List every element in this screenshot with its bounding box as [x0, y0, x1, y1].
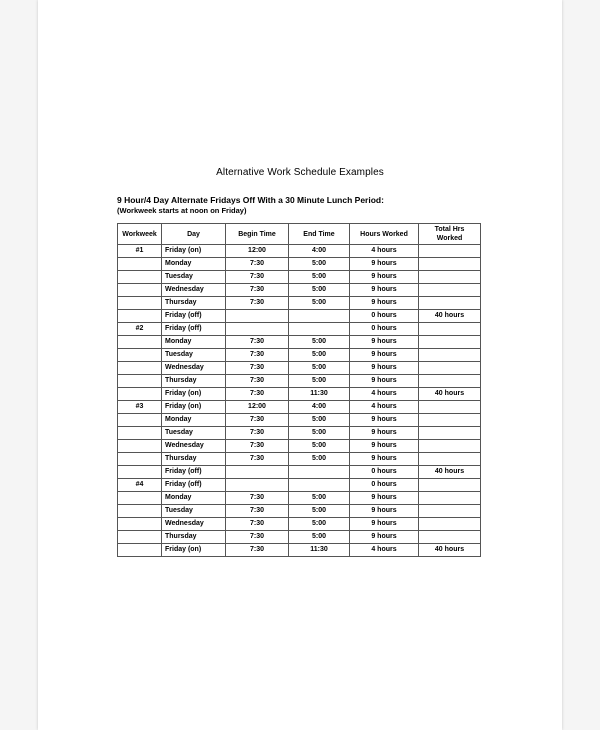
cell-day: Monday — [162, 492, 226, 505]
table-row — [118, 245, 481, 258]
table-row — [118, 414, 481, 427]
cell-day: Tuesday — [162, 505, 226, 518]
cell-day: Thursday — [162, 375, 226, 388]
workweek-note: (Workweek starts at noon on Friday) — [117, 206, 247, 215]
cell-end-time: 11:30 — [289, 544, 350, 557]
table-header — [118, 224, 481, 245]
table-row — [118, 401, 481, 414]
cell-hours-worked: 9 hours — [350, 349, 419, 362]
cell-end-time — [289, 310, 350, 323]
cell-end-time: 4:00 — [289, 401, 350, 414]
table-row — [118, 349, 481, 362]
cell-day: Friday (off) — [162, 323, 226, 336]
cell-day: Monday — [162, 336, 226, 349]
table-row — [118, 284, 481, 297]
table-row — [118, 258, 481, 271]
cell-end-time — [289, 479, 350, 492]
header-end-time: End Time — [289, 224, 350, 245]
cell-end-time — [289, 466, 350, 479]
cell-begin-time: 7:30 — [226, 297, 289, 310]
cell-day: Friday (on) — [162, 401, 226, 414]
cell-hours-worked: 9 hours — [350, 414, 419, 427]
cell-day: Wednesday — [162, 518, 226, 531]
cell-workweek — [118, 271, 162, 284]
cell-workweek — [118, 284, 162, 297]
cell-begin-time: 7:30 — [226, 362, 289, 375]
cell-workweek — [118, 492, 162, 505]
cell-end-time: 5:00 — [289, 531, 350, 544]
cell-day: Friday (off) — [162, 310, 226, 323]
cell-begin-time — [226, 323, 289, 336]
cell-total-hours: 40 hours — [419, 466, 481, 479]
table-row — [118, 479, 481, 492]
schedule-table — [117, 223, 481, 557]
cell-total-hours — [419, 427, 481, 440]
cell-hours-worked: 9 hours — [350, 258, 419, 271]
cell-workweek — [118, 388, 162, 401]
cell-hours-worked: 9 hours — [350, 427, 419, 440]
cell-workweek — [118, 466, 162, 479]
table-row — [118, 505, 481, 518]
cell-hours-worked: 4 hours — [350, 388, 419, 401]
cell-hours-worked: 9 hours — [350, 362, 419, 375]
cell-total-hours — [419, 297, 481, 310]
cell-total-hours — [419, 349, 481, 362]
header-total-hours: Total Hrs Worked — [419, 224, 481, 245]
cell-workweek — [118, 310, 162, 323]
cell-begin-time: 7:30 — [226, 258, 289, 271]
cell-day: Tuesday — [162, 271, 226, 284]
cell-workweek — [118, 518, 162, 531]
cell-total-hours — [419, 518, 481, 531]
document-title: Alternative Work Schedule Examples — [216, 167, 384, 178]
cell-begin-time: 7:30 — [226, 440, 289, 453]
table-row — [118, 427, 481, 440]
cell-begin-time — [226, 310, 289, 323]
cell-begin-time: 7:30 — [226, 453, 289, 466]
cell-end-time: 5:00 — [289, 349, 350, 362]
cell-end-time: 5:00 — [289, 427, 350, 440]
cell-hours-worked: 9 hours — [350, 492, 419, 505]
cell-workweek: #2 — [118, 323, 162, 336]
cell-total-hours — [419, 362, 481, 375]
cell-hours-worked: 9 hours — [350, 336, 419, 349]
cell-begin-time: 7:30 — [226, 492, 289, 505]
cell-day: Thursday — [162, 531, 226, 544]
cell-total-hours: 40 hours — [419, 544, 481, 557]
cell-workweek: #3 — [118, 401, 162, 414]
table-body — [118, 245, 481, 557]
cell-day: Tuesday — [162, 349, 226, 362]
cell-total-hours — [419, 414, 481, 427]
table-row — [118, 440, 481, 453]
cell-begin-time: 7:30 — [226, 544, 289, 557]
table-row — [118, 388, 481, 401]
cell-day: Friday (off) — [162, 466, 226, 479]
cell-hours-worked: 9 hours — [350, 375, 419, 388]
cell-hours-worked: 9 hours — [350, 453, 419, 466]
cell-hours-worked: 9 hours — [350, 440, 419, 453]
cell-end-time: 5:00 — [289, 362, 350, 375]
table-row — [118, 271, 481, 284]
cell-end-time: 5:00 — [289, 297, 350, 310]
cell-hours-worked: 9 hours — [350, 531, 419, 544]
cell-begin-time: 7:30 — [226, 518, 289, 531]
cell-total-hours — [419, 440, 481, 453]
cell-begin-time: 7:30 — [226, 271, 289, 284]
cell-end-time: 5:00 — [289, 518, 350, 531]
cell-begin-time — [226, 479, 289, 492]
table-row — [118, 466, 481, 479]
cell-workweek — [118, 349, 162, 362]
table-row — [118, 336, 481, 349]
cell-total-hours: 40 hours — [419, 388, 481, 401]
cell-hours-worked: 4 hours — [350, 544, 419, 557]
table-row — [118, 453, 481, 466]
cell-total-hours — [419, 479, 481, 492]
cell-end-time: 5:00 — [289, 440, 350, 453]
cell-end-time: 5:00 — [289, 284, 350, 297]
cell-total-hours — [419, 336, 481, 349]
cell-end-time: 5:00 — [289, 375, 350, 388]
cell-workweek: #1 — [118, 245, 162, 258]
cell-day: Wednesday — [162, 440, 226, 453]
cell-begin-time — [226, 466, 289, 479]
header-begin-time: Begin Time — [226, 224, 289, 245]
cell-hours-worked: 0 hours — [350, 479, 419, 492]
cell-day: Wednesday — [162, 284, 226, 297]
table-row — [118, 362, 481, 375]
cell-day: Monday — [162, 258, 226, 271]
cell-begin-time: 12:00 — [226, 401, 289, 414]
cell-end-time: 5:00 — [289, 453, 350, 466]
cell-begin-time: 7:30 — [226, 427, 289, 440]
cell-end-time — [289, 323, 350, 336]
cell-hours-worked: 0 hours — [350, 323, 419, 336]
cell-total-hours — [419, 401, 481, 414]
cell-total-hours — [419, 375, 481, 388]
cell-hours-worked: 0 hours — [350, 466, 419, 479]
cell-hours-worked: 9 hours — [350, 284, 419, 297]
cell-day: Thursday — [162, 297, 226, 310]
cell-workweek — [118, 453, 162, 466]
cell-hours-worked: 9 hours — [350, 518, 419, 531]
cell-workweek — [118, 440, 162, 453]
cell-begin-time: 7:30 — [226, 375, 289, 388]
cell-begin-time: 7:30 — [226, 505, 289, 518]
cell-end-time: 5:00 — [289, 492, 350, 505]
table-row — [118, 297, 481, 310]
cell-hours-worked: 0 hours — [350, 310, 419, 323]
cell-total-hours: 40 hours — [419, 310, 481, 323]
cell-workweek: #4 — [118, 479, 162, 492]
cell-begin-time: 7:30 — [226, 388, 289, 401]
cell-total-hours — [419, 323, 481, 336]
cell-workweek — [118, 375, 162, 388]
table-row — [118, 492, 481, 505]
header-day: Day — [162, 224, 226, 245]
header-hours-worked: Hours Worked — [350, 224, 419, 245]
cell-end-time: 11:30 — [289, 388, 350, 401]
cell-total-hours — [419, 271, 481, 284]
cell-begin-time: 7:30 — [226, 336, 289, 349]
cell-workweek — [118, 258, 162, 271]
cell-day: Wednesday — [162, 362, 226, 375]
cell-end-time: 5:00 — [289, 271, 350, 284]
cell-total-hours — [419, 245, 481, 258]
cell-end-time: 5:00 — [289, 258, 350, 271]
cell-hours-worked: 9 hours — [350, 271, 419, 284]
cell-end-time: 5:00 — [289, 336, 350, 349]
table-row — [118, 323, 481, 336]
cell-day: Friday (off) — [162, 479, 226, 492]
cell-begin-time: 7:30 — [226, 284, 289, 297]
cell-total-hours — [419, 492, 481, 505]
cell-end-time: 4:00 — [289, 245, 350, 258]
cell-workweek — [118, 336, 162, 349]
cell-workweek — [118, 427, 162, 440]
cell-day: Friday (on) — [162, 388, 226, 401]
cell-workweek — [118, 505, 162, 518]
table-row — [118, 531, 481, 544]
cell-hours-worked: 9 hours — [350, 297, 419, 310]
cell-workweek — [118, 544, 162, 557]
cell-workweek — [118, 531, 162, 544]
cell-total-hours — [419, 453, 481, 466]
cell-workweek — [118, 414, 162, 427]
cell-workweek — [118, 362, 162, 375]
cell-day: Monday — [162, 414, 226, 427]
cell-hours-worked: 4 hours — [350, 245, 419, 258]
cell-day: Thursday — [162, 453, 226, 466]
cell-total-hours — [419, 258, 481, 271]
cell-total-hours — [419, 284, 481, 297]
cell-begin-time: 7:30 — [226, 349, 289, 362]
table-row — [118, 518, 481, 531]
document-page — [38, 0, 562, 730]
cell-end-time: 5:00 — [289, 505, 350, 518]
cell-day: Friday (on) — [162, 245, 226, 258]
table-row — [118, 310, 481, 323]
cell-end-time: 5:00 — [289, 414, 350, 427]
cell-begin-time: 12:00 — [226, 245, 289, 258]
cell-begin-time: 7:30 — [226, 414, 289, 427]
cell-day: Tuesday — [162, 427, 226, 440]
cell-hours-worked: 9 hours — [350, 505, 419, 518]
cell-day: Friday (on) — [162, 544, 226, 557]
schedule-subtitle: 9 Hour/4 Day Alternate Fridays Off With a 30 Minute Lunch Period: — [117, 195, 384, 205]
cell-hours-worked: 4 hours — [350, 401, 419, 414]
table-row — [118, 375, 481, 388]
header-workweek: Workweek — [118, 224, 162, 245]
cell-total-hours — [419, 531, 481, 544]
table-row — [118, 544, 481, 557]
cell-workweek — [118, 297, 162, 310]
cell-total-hours — [419, 505, 481, 518]
header-row — [118, 224, 481, 245]
cell-begin-time: 7:30 — [226, 531, 289, 544]
